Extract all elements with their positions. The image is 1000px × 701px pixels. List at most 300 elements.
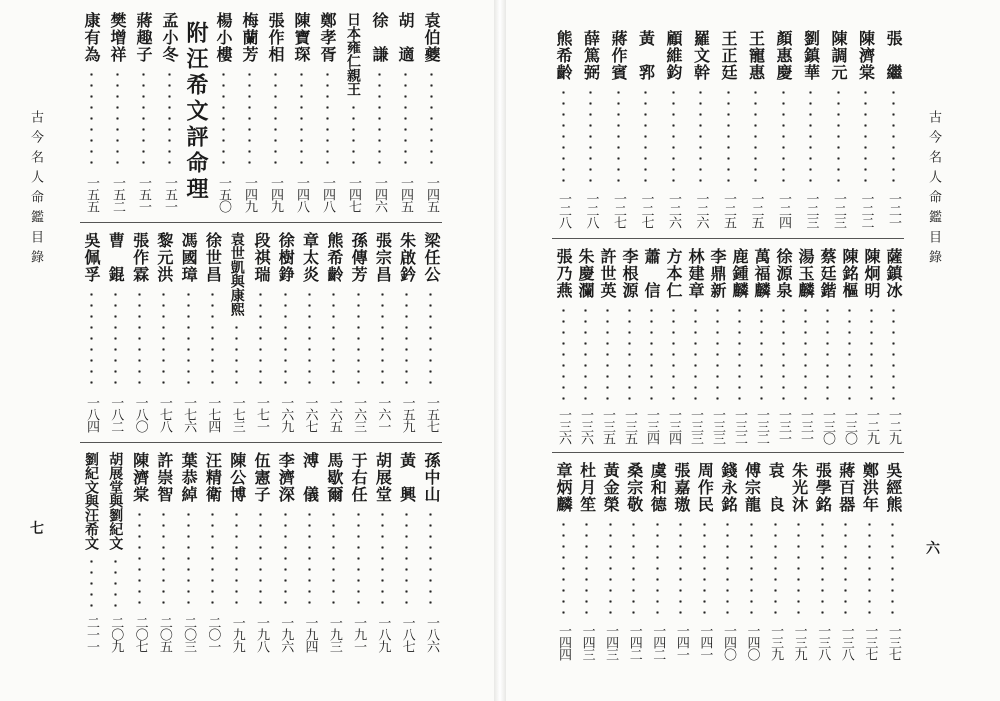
toc-entry-page: 二〇五 [156,616,172,652]
toc-entry-name: 王寵惠 [746,30,766,81]
dot-leader [222,69,225,170]
toc-entry-name: 陳公博 [227,452,247,503]
dot-leader [837,87,840,186]
toc-entry-page: 一四六 [372,176,387,212]
toc-entry-page: 一四二 [626,624,642,660]
dot-leader [716,305,719,402]
toc-entry-page: 二〇九 [108,616,124,652]
toc-entry-page: 一三〇 [820,408,835,444]
dot-leader [142,69,145,170]
toc-entry-name: 傅宗龍 [742,462,762,513]
dot-leader [187,509,190,610]
toc-entry-name: 徐世昌 [203,232,223,283]
dot-leader [248,69,251,170]
toc-entry-page: 一四一 [697,624,713,660]
toc-entry-page: 一八二 [108,396,124,432]
dot-leader [848,305,851,402]
dot-leader [694,305,697,402]
dot-leader [562,519,565,618]
dot-leader [114,556,117,610]
dot-leader [826,305,829,402]
dot-leader [404,69,407,170]
dot-leader [332,509,335,610]
dot-leader [274,69,277,170]
dot-leader [211,509,214,610]
dot-leader [357,509,360,610]
toc-entry-name: 王正廷 [719,30,738,81]
toc-entry-name: 黎元洪 [154,232,174,283]
toc-entry-page: 一二五 [748,192,764,228]
toc-entry-page: 一六七 [302,396,318,432]
toc-entry [662,30,684,228]
toc-entry-name: 伍憲子 [251,452,271,503]
toc-entry-page: 一八七 [399,616,415,652]
toc-entry [552,462,574,660]
dot-leader [679,519,682,618]
toc-entry-page: 一三三 [710,408,725,444]
right-divider-2 [552,452,904,453]
dot-leader [864,87,867,186]
dot-leader [760,305,763,402]
toc-entry-name: 林建章 [686,248,705,299]
toc-entry-page: 一四九 [242,176,257,212]
toc-entry-name: 熊希齡 [554,30,573,81]
toc-entry-name: 馮國璋 [179,232,199,283]
toc-entry-page: 二一一 [84,616,99,652]
dot-leader [114,289,117,390]
toc-entry-page: 一二七 [611,192,626,228]
toc-entry-name: 錢永銘 [718,462,738,513]
toc-entry-name: 陳寶琛 [292,12,311,63]
left-block-3 [80,452,442,652]
toc-entry [635,30,657,228]
dot-leader [429,289,432,390]
dot-leader [628,305,631,402]
toc-entry-page: 一三四 [644,408,659,444]
toc-entry [250,452,272,652]
toc-entry-name: 胡展堂與劉紀文 [107,452,124,550]
toc-entry [835,462,857,660]
toc-entry-name: 段祺瑞 [251,232,271,283]
toc-entry-page: 一二三 [803,192,819,228]
toc-entry [226,452,248,652]
dot-leader [308,509,311,610]
toc-entry-page: 一三八 [838,624,854,660]
toc-entry [420,12,442,212]
dot-leader [609,519,612,618]
dot-leader [378,69,381,170]
toc-entry-name: 徐源泉 [774,248,793,299]
toc-entry-page: 一九八 [253,616,269,652]
dot-leader [235,322,238,390]
dot-leader [381,509,384,610]
toc-entry [323,452,345,652]
dot-leader [429,509,432,610]
toc-entry-page: 一二七 [638,192,654,228]
toc-entry [772,248,794,444]
toc-entry [342,12,364,212]
toc-entry-page: 一七三 [229,396,245,432]
toc-entry-name: 張嘉璈 [671,462,691,513]
dot-leader [699,87,702,186]
toc-entry [838,248,860,444]
dot-leader [90,289,93,390]
dot-leader [381,289,384,390]
toc-entry-name: 李鼎新 [708,248,727,299]
toc-entry-name: 張 繼 [884,30,903,81]
right-divider-1 [552,238,904,239]
toc-entry [607,30,629,228]
toc-entry-page: 一五〇 [216,176,231,212]
toc-entry [552,30,574,228]
dot-leader [782,305,785,402]
toc-entry-page: 一三七 [862,624,878,660]
toc-entry-name: 胡展堂 [373,452,393,503]
toc-entry-name: 康有為 [82,12,101,63]
dot-leader [357,289,360,390]
dot-leader [672,87,675,186]
toc-entry-name: 鄭洪年 [860,462,880,513]
dot-leader [672,305,675,402]
toc-entry [104,452,126,652]
dot-leader [187,289,190,390]
toc-entry [882,30,904,228]
toc-entry-page: 一三八 [815,624,831,660]
toc-entry-name: 吳經熊 [883,462,903,513]
toc-entry-page: 一六三 [351,396,367,432]
toc-entry [201,232,223,432]
toc-entry-page: 二〇一 [205,616,221,652]
toc-entry-name: 方本仁 [664,248,683,299]
toc-entry [396,232,418,432]
toc-entry-page: 一四八 [294,176,309,212]
toc-entry-name: 桑宗敬 [624,462,644,513]
toc-entry [576,462,598,660]
toc-entry-page: 一五九 [399,396,415,432]
toc-entry-name: 朱慶瀾 [576,248,595,299]
dot-leader [844,519,847,618]
dot-leader [308,289,311,390]
toc-entry [290,12,312,212]
toc-entry [750,248,772,444]
toc-entry-page: 一五一 [136,176,151,212]
dot-leader [726,519,729,618]
dot-leader [644,87,647,186]
toc-entry [706,248,728,444]
toc-entry [347,452,369,652]
toc-entry-page: 一二二 [858,192,874,228]
toc-entry-page: 一二五 [721,192,736,228]
toc-entry [882,248,904,444]
toc-entry [396,452,418,652]
dot-leader [326,69,329,170]
toc-entry-page: 二〇三 [181,616,197,652]
toc-entry-page: 一三五 [622,408,637,444]
right-block-1 [552,30,904,228]
toc-entry-page: 一四三 [579,624,595,660]
toc-entry-name: 黃 郛 [636,30,656,81]
toc-entry-name: 薛篤弼 [581,30,601,81]
dot-leader [284,509,287,610]
toc-entry-name: 許世英 [598,248,617,299]
dot-leader [405,509,408,610]
toc-entry [153,452,175,652]
toc-entry-name: 朱光沐 [789,462,809,513]
left-block-2 [80,232,442,432]
toc-entry [132,12,154,212]
toc-entry-page: 一五五 [84,176,99,212]
toc-entry [316,12,338,212]
toc-entry [599,462,621,660]
toc-entry-page: 一八六 [423,616,439,652]
toc-entry-name: 鄭孝胥 [318,12,337,63]
toc-entry-page: 一八〇 [132,396,148,432]
toc-entry [394,12,416,212]
toc-entry [371,452,393,652]
toc-entry-page: 一二八 [556,192,571,228]
toc-entry [670,462,692,660]
left-divider-2 [80,442,442,443]
dot-leader [703,519,706,618]
toc-entry [882,462,904,660]
dot-leader [162,289,165,390]
toc-entry-name: 吳佩孚 [82,232,101,283]
toc-entry-page: 一九九 [229,616,245,652]
toc-entry-page: 一四九 [268,176,283,212]
toc-entry [80,452,102,652]
toc-entry-name: 薩鎮冰 [884,248,903,299]
toc-entry [693,462,715,660]
toc-entry-name: 蔣百器 [836,462,856,513]
toc-entry-page: 一七六 [181,396,197,432]
toc-entry [80,232,102,432]
right-block-2 [552,248,904,444]
toc-entry-page: 一三六 [556,408,571,444]
toc-entry-page: 一六一 [375,396,391,432]
toc-entry-name: 梅蘭芳 [240,12,259,63]
toc-entry-name: 陳銘樞 [840,248,859,299]
dot-leader [809,87,812,186]
toc-entry-name: 陳炯明 [862,248,881,299]
toc-entry [104,232,126,432]
toc-entry-name: 曹 錕 [106,232,126,283]
dot-leader [300,69,303,170]
dot-leader [116,69,119,170]
toc-entry-page: 一二三 [831,192,846,228]
toc-entry-page: 一四〇 [720,624,736,660]
dot-leader [168,69,171,170]
toc-entry [177,232,199,432]
toc-entry-page: 一二一 [886,192,901,228]
toc-entry [580,30,602,228]
toc-entry-name: 徐樹錚 [276,232,296,283]
toc-entry-name: 袁 良 [766,462,786,513]
dot-leader [430,69,433,170]
toc-entry-page: 一二六 [666,192,681,228]
toc-entry-page: 一二八 [583,192,599,228]
toc-entry-name: 張宗昌 [373,232,393,283]
toc-entry-name: 顧維鈞 [664,30,683,81]
toc-entry [690,30,712,228]
toc-entry [274,452,296,652]
toc-entry [794,248,816,444]
toc-entry [646,462,668,660]
toc-entry [855,30,877,228]
toc-entry-page: 一四一 [673,624,689,660]
toc-entry-name: 孟小冬 [160,12,179,63]
toc-entry-name: 溥 儀 [300,452,320,503]
toc-entry [800,30,822,228]
toc-entry-page: 一二四 [776,192,791,228]
dot-leader [868,519,871,618]
toc-entry [201,452,223,652]
dot-leader [562,87,565,186]
toc-entry-name: 陳調元 [829,30,848,81]
toc-entry [618,248,640,444]
toc-entry [212,12,234,212]
dot-leader [892,87,895,186]
toc-entry-page: 一三三 [688,408,703,444]
toc-entry-name: 張作霖 [130,232,150,283]
toc-entry-name: 湯玉麟 [796,248,815,299]
dot-leader [727,87,730,186]
toc-entry-page: 一九六 [278,616,294,652]
toc-entry-name: 顏惠慶 [774,30,793,81]
toc-entry [596,248,618,444]
toc-entry-name: 于右任 [349,452,369,503]
toc-entry-name: 萬福麟 [752,248,771,299]
dot-leader [259,289,262,390]
toc-entry-page: 一四二 [650,624,666,660]
section-heading-text: 附汪希文評命理 [183,21,209,203]
toc-entry-page: 一六九 [278,396,294,432]
toc-entry-name: 袁世凱與康熙 [228,232,245,316]
toc-entry-page: 一五二 [110,176,125,212]
toc-entry-name: 熊希齡 [324,232,344,283]
toc-entry [250,232,272,432]
right-page [506,0,1000,701]
toc-entry-page: 一三〇 [842,408,857,444]
dot-leader [284,289,287,390]
toc-entry-name: 杜月笙 [577,462,597,513]
dot-leader [138,289,141,390]
dot-leader [606,305,609,402]
toc-entry-page: 一三九 [791,624,807,660]
toc-entry-page: 一三九 [768,624,784,660]
toc-entry [420,452,442,652]
toc-entry-page: 一四〇 [744,624,760,660]
right-folio: 六 [926,541,940,557]
toc-entry-name: 蕭 信 [642,248,661,299]
toc-entry [717,462,739,660]
toc-entry-name: 張作相 [266,12,285,63]
toc-entry-page: 一二九 [864,408,879,444]
toc-entry [368,12,390,212]
toc-entry [153,232,175,432]
toc-entry [623,462,645,660]
toc-entry-page: 一五七 [423,396,439,432]
dot-leader [632,519,635,618]
toc-entry-name: 黃 興 [397,452,417,503]
dot-leader [650,305,653,402]
toc-entry-name: 孫中山 [421,452,441,503]
toc-entry-page: 一三七 [885,624,901,660]
toc-entry-name: 張乃燕 [554,248,573,299]
dot-leader [235,509,238,610]
toc-entry-page: 一三一 [798,408,813,444]
dot-leader [797,519,800,618]
dot-leader [90,69,93,170]
toc-entry-page: 一四八 [320,176,335,212]
dot-leader [584,305,587,402]
toc-entry-page: 一九一 [351,616,367,652]
toc-entry [177,452,199,652]
toc-entry-name: 梁任公 [421,232,441,283]
toc-entry-name: 蔣趣子 [134,12,153,63]
toc-entry [264,12,286,212]
toc-entry-name: 徐 謙 [370,12,389,63]
toc-entry-page: 一七四 [205,396,221,432]
toc-entry-name: 胡 適 [396,12,415,63]
left-divider-1 [80,222,442,223]
toc-entry [129,232,151,432]
toc-entry [129,452,151,652]
toc-entry-page: 一四三 [603,624,619,660]
dot-leader [656,519,659,618]
toc-entry-name: 劉紀文與汪希文 [83,452,99,550]
toc-entry-page: 一三一 [776,408,791,444]
toc-entry-name: 朱啟鈐 [397,232,417,283]
dot-leader [259,509,262,610]
toc-entry-name: 陳濟棠 [130,452,150,503]
toc-entry [323,232,345,432]
toc-entry [552,248,574,444]
toc-entry-name: 李根源 [620,248,639,299]
toc-entry-page: 一四五 [424,176,439,212]
toc-entry [764,462,786,660]
toc-entry [728,248,750,444]
toc-entry [827,30,849,228]
toc-entry [741,462,763,660]
toc-entry-name: 陳濟棠 [856,30,876,81]
toc-entry [158,12,180,212]
toc-entry-page: 一七一 [253,396,269,432]
dot-leader [617,87,620,186]
toc-entry [745,30,767,228]
dot-leader [892,305,895,402]
toc-entry-page: 一七八 [156,396,172,432]
dot-leader [405,289,408,390]
toc-entry [299,452,321,652]
toc-entry-page: 一八四 [84,396,99,432]
toc-entry [238,12,260,212]
toc-entry-page: 二〇七 [132,616,148,652]
toc-entry-name: 周作民 [695,462,715,513]
toc-entry-page: 一二六 [693,192,709,228]
dot-leader [804,305,807,402]
toc-entry [816,248,838,444]
toc-entry-name: 虞和德 [648,462,668,513]
toc-entry-page: 一五一 [162,176,177,212]
dot-leader [162,509,165,610]
toc-entry [106,12,128,212]
toc-entry [420,232,442,432]
right-running-head: 古今名人命鑑目錄 [926,110,941,270]
toc-entry-name: 孫傳芳 [349,232,369,283]
toc-entry-page: 一九三 [326,616,342,652]
toc-entry [80,12,102,212]
toc-entry [299,232,321,432]
